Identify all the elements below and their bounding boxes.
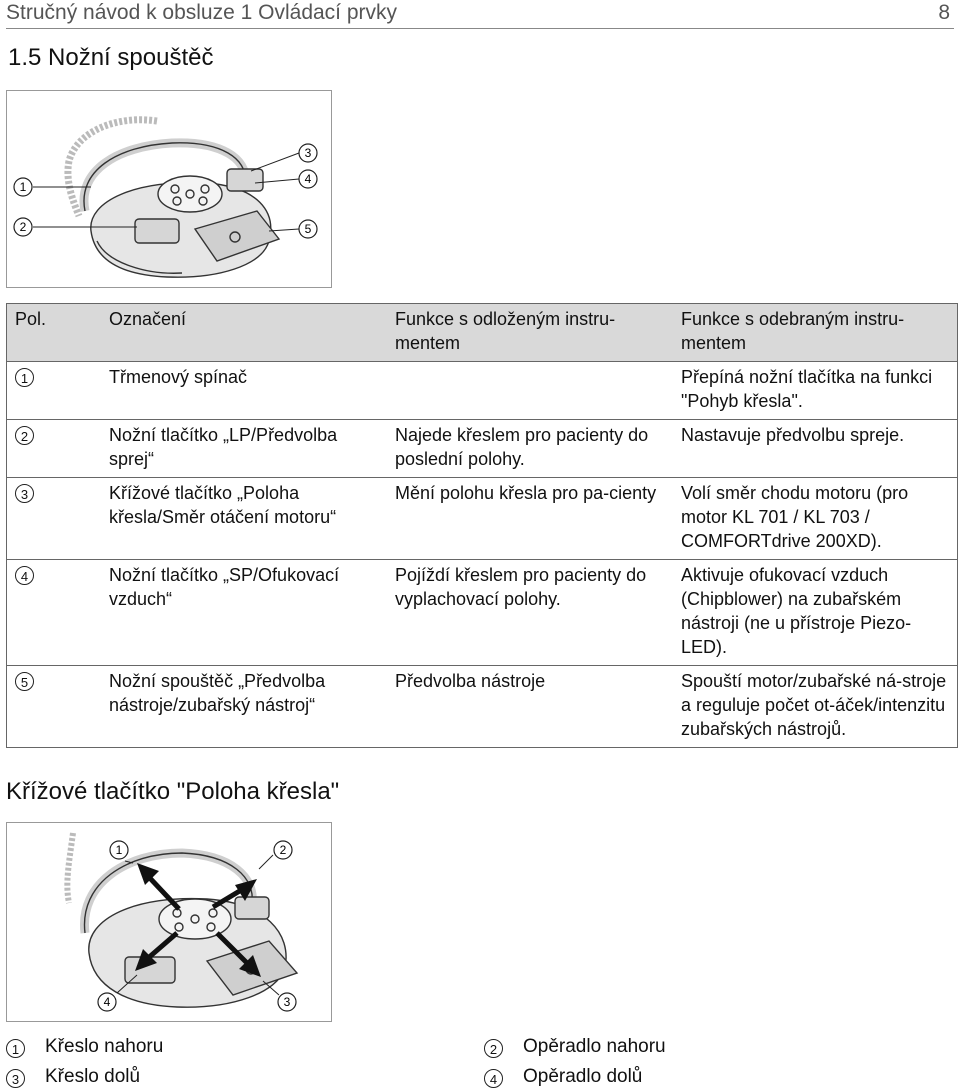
row-without-instrument: Spouští motor/zubařské ná-stroje a reguluje počet ot-áček/intenzitu zubařských nástrojů. [673, 666, 958, 748]
controls-table [6, 303, 958, 748]
legend-number: 2 [484, 1039, 503, 1058]
row-label: Třmenový spínač [101, 362, 387, 420]
table-row [7, 420, 958, 478]
col-header-label: Označení [101, 304, 387, 362]
callout-1-label: 1 [19, 180, 27, 194]
row-with-instrument: Najede křeslem pro pacienty do poslední polohy. [387, 420, 673, 478]
callout-3-label: 3 [304, 146, 312, 160]
row-label: Křížové tlačítko „Poloha křesla/Směr otáčení motoru“ [101, 478, 387, 560]
row-with-instrument [387, 362, 673, 420]
legend-label: Opěradlo dolů [523, 1066, 643, 1087]
legend-label: Křeslo nahoru [45, 1036, 164, 1057]
table-row [7, 362, 958, 420]
row-number: 2 [15, 426, 34, 445]
legend-item [6, 1066, 140, 1088]
row-number: 4 [15, 566, 34, 585]
legend-number: 4 [484, 1069, 503, 1088]
table-row [7, 478, 958, 560]
col-header-without-instrument: Funkce s odebraným instru-mentem [673, 304, 958, 362]
subsection-title: Křížové tlačítko "Poloha křesla" [6, 778, 340, 805]
legend-item [484, 1066, 642, 1088]
page-header [6, 0, 954, 29]
row-label: Nožní spouštěč „Předvolba nástroje/zubařský nástroj“ [101, 666, 387, 748]
table-row [7, 666, 958, 748]
foot-control-illustration [7, 91, 331, 287]
row-with-instrument: Mění polohu křesla pro pa-cienty [387, 478, 673, 560]
legend-item [6, 1036, 163, 1058]
section-title: 1.5 Nožní spouštěč [8, 44, 214, 71]
callout-5-label: 5 [304, 222, 312, 236]
row-without-instrument: Aktivuje ofukovací vzduch (Chipblower) na zubařském nástroji (ne u přístroje Piezo-LED). [673, 560, 958, 666]
callout-2-label: 2 [19, 220, 27, 234]
callout-3-label: 3 [283, 995, 291, 1009]
row-without-instrument: Přepíná nožní tlačítka na funkci "Pohyb křesla". [673, 362, 958, 420]
legend-number: 1 [6, 1039, 25, 1058]
cross-button-figure [6, 822, 332, 1022]
row-number: 3 [15, 484, 34, 503]
row-number: 1 [15, 368, 34, 387]
row-label: Nožní tlačítko „SP/Ofukovací vzduch“ [101, 560, 387, 666]
cross-button-illustration [7, 823, 331, 1021]
foot-control-figure [6, 90, 332, 288]
table-header-row [7, 304, 958, 362]
table-row [7, 560, 958, 666]
header-title: Stručný návod k obsluze 1 Ovládací prvky [6, 1, 398, 24]
row-with-instrument: Pojíždí křeslem pro pacienty do vyplachovací polohy. [387, 560, 673, 666]
legend-item [484, 1036, 666, 1058]
row-label: Nožní tlačítko „LP/Předvolba sprej“ [101, 420, 387, 478]
callout-1-label: 1 [115, 843, 123, 857]
row-without-instrument: Volí směr chodu motoru (pro motor KL 701 / KL 703 / COMFORTdrive 200XD). [673, 478, 958, 560]
row-without-instrument: Nastavuje předvolbu spreje. [673, 420, 958, 478]
legend-label: Opěradlo nahoru [523, 1036, 666, 1057]
callout-4-label: 4 [304, 172, 312, 186]
legend-number: 3 [6, 1069, 25, 1088]
row-with-instrument: Předvolba nástroje [387, 666, 673, 748]
callout-2-label: 2 [279, 843, 287, 857]
col-header-pos: Pol. [7, 304, 102, 362]
legend-label: Křeslo dolů [45, 1066, 141, 1087]
callout-4-label: 4 [103, 995, 111, 1009]
col-header-with-instrument: Funkce s odloženým instru-mentem [387, 304, 673, 362]
row-number: 5 [15, 672, 34, 691]
page-number: 8 [938, 1, 950, 24]
